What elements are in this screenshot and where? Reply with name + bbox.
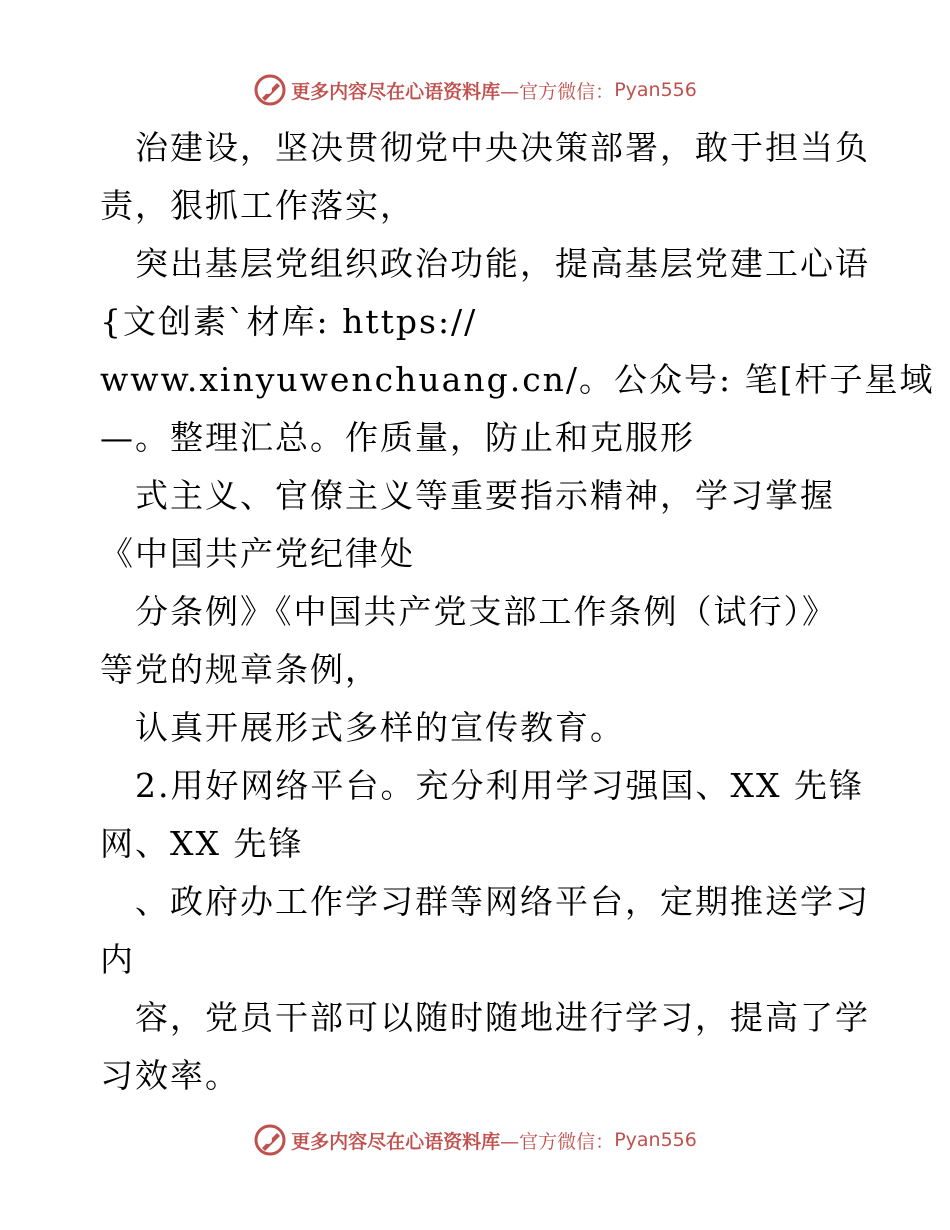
text-line: 式主义、官僚主义等重要指示精神，学习掌握 [135, 476, 835, 515]
text-line: 认真开展形式多样的宣传教育。 [135, 708, 625, 747]
text-line: 突出基层党组织政治功能，提高基层党建工心语 [135, 244, 870, 283]
footer-watermark [0, 1120, 950, 1160]
text-line: 、政府办工作学习群等网络平台，定期推送学习 [135, 882, 870, 921]
header-watermark-main: 更多内容尽在心语资料库 [291, 80, 501, 103]
header-watermark-id: Pyan556 [614, 79, 697, 101]
text-line: 内 [100, 940, 135, 979]
footer-watermark-id: Pyan556 [614, 1129, 697, 1151]
text-line: 2.用好网络平台。充分利用学习强国、XX 先锋 [135, 766, 864, 805]
text-line: www.xinyuwenchuang.cn/。公众号: 笔[杆子星域 [100, 360, 935, 399]
text-line: {文创素`材库: https:// [100, 302, 478, 341]
footer-watermark-main: 更多内容尽在心语资料库 [291, 1130, 501, 1153]
text-line: 《中国共产党纪律处 [100, 534, 415, 573]
text-line: 网、XX 先锋 [100, 824, 304, 863]
text-line: 习效率。 [100, 1056, 240, 1095]
footer-watermark-sub: —官方微信： [500, 1130, 615, 1153]
text-line: 容，党员干部可以随时随地进行学习，提高了学 [135, 998, 870, 1037]
text-line: 治建设，坚决贯彻党中央决策部署，敢于担当负 [135, 128, 870, 167]
header-watermark-sub: —官方微信： [500, 80, 615, 103]
text-line: 责，狠抓工作落实， [100, 186, 415, 225]
text-line: 分条例》《中国共产党支部工作条例（试行）》 [135, 592, 837, 631]
pen-logo-icon [253, 1123, 287, 1157]
text-line: 等党的规章条例， [100, 650, 380, 689]
text-line: —。整理汇总。作质量，防止和克服形 [100, 418, 695, 457]
